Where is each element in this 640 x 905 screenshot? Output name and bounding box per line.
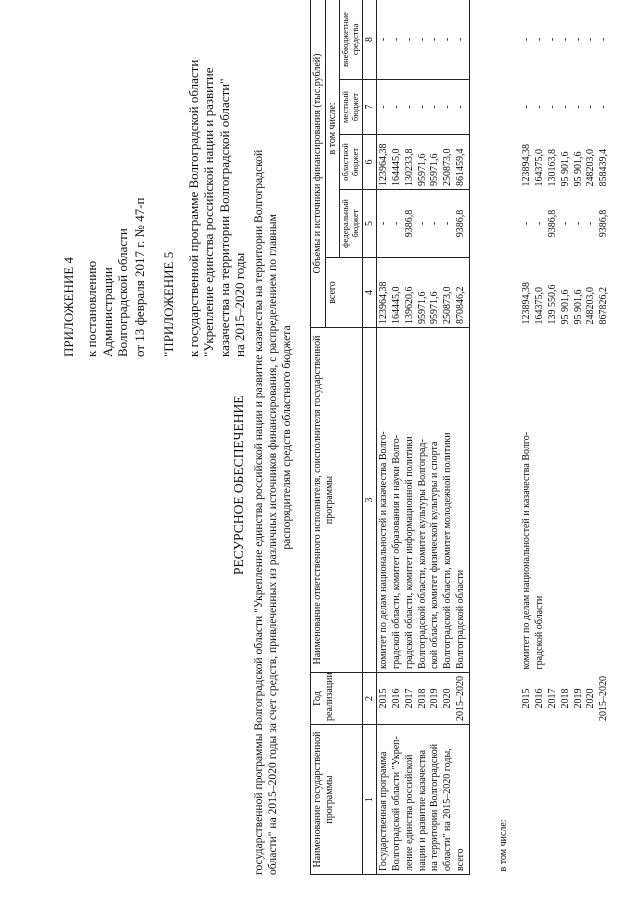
local-value: - [416, 105, 428, 109]
local-value: - [442, 105, 454, 109]
total-cell [520, 258, 612, 328]
total-value: 95971,6 [429, 291, 441, 324]
local-value: - [598, 105, 610, 109]
col-header-regional: областной бюджет [340, 135, 363, 190]
federal-value: 9386,8 [455, 209, 467, 238]
subtitle-line: области" на 2015–2020 годы за счет средств, привлеченных из различных источников финансирования, с распределением по главным [266, 214, 280, 875]
program-line: ление единства российской [403, 754, 415, 871]
extrabudget-value: - [546, 37, 558, 42]
annex5-label: "ПРИЛОЖЕНИЕ 5 [161, 251, 176, 357]
funding-table [310, 0, 612, 875]
local-value: - [546, 105, 558, 109]
extrabudget-value: - [534, 37, 546, 42]
year-value: 2015 [378, 688, 390, 709]
executor-line: градской области [534, 595, 546, 670]
year-value: 2019 [572, 688, 584, 709]
including-label: в том числе: [497, 819, 509, 872]
regional-value: 95971,6 [416, 153, 428, 186]
document-title: РЕСУРСНОЕ ОБЕСПЕЧЕНИЕ [231, 395, 246, 575]
year-value: 2019 [429, 688, 441, 709]
table-header-row [311, 0, 326, 875]
federal-value: - [534, 221, 546, 226]
federal-cell [520, 190, 612, 258]
extrabudget-value: - [416, 37, 428, 42]
program-line: всего [455, 848, 467, 871]
local-value: - [403, 105, 415, 109]
total-value: 123894,38 [521, 282, 533, 325]
decree-line: Волгоградской области [115, 228, 131, 357]
col-number: 6 [362, 135, 377, 190]
col-header-local: местный бюджет [340, 80, 363, 135]
col-number: 4 [362, 258, 377, 328]
regional-value: 250873,0 [442, 148, 454, 186]
executor-line: комитет по делам национальностей и казачества Волго- [378, 431, 390, 669]
local-value: - [429, 105, 441, 109]
year-value: 2016 [391, 688, 403, 709]
total-value: 164445,0 [391, 286, 403, 324]
federal-value: 9386,8 [546, 209, 558, 238]
col-number: 7 [362, 80, 377, 135]
annex5-line: казачества на территории Волгоградской области" [216, 78, 232, 357]
local-value: - [585, 105, 597, 109]
federal-value: - [416, 221, 428, 226]
table-row [510, 0, 520, 875]
extrabudget-value: - [521, 37, 533, 42]
total-value: 95 901,6 [572, 289, 584, 325]
regional-value: 123964,38 [378, 143, 390, 186]
executor-line: комитет по делам национальностей и казачества Волго- [521, 431, 533, 670]
regional-value: 858439,4 [598, 149, 610, 187]
total-value: 164375,0 [534, 287, 546, 325]
extrabudget-value: - [391, 37, 403, 42]
regional-value: 164445,0 [391, 148, 403, 186]
year-cell [377, 673, 470, 725]
year-value: 2015–2020 [598, 676, 610, 721]
federal-value: - [429, 221, 441, 226]
local-value: - [521, 105, 533, 109]
decree-reference [84, 228, 131, 357]
col-header-including: в том числе: [325, 0, 340, 258]
total-value: 248203,0 [585, 287, 597, 325]
annex4-label: ПРИЛОЖЕНИЕ 4 [61, 257, 76, 357]
subtitle-line: государственной программы Волгоградской области "Укрепление единства российской нации и развитие казачества на территории Волгоградской [252, 149, 265, 875]
extrabudget-value: - [429, 37, 441, 42]
table-row [469, 0, 498, 875]
federal-value: - [585, 221, 597, 226]
extrabudget-value: - [403, 37, 415, 42]
regional-cell [377, 135, 470, 190]
executor-line: ской области, комитет физической культуры и спорта [429, 441, 441, 669]
total-value: 95971,6 [416, 291, 428, 324]
local-cell [520, 80, 612, 135]
year-value: 2016 [534, 688, 546, 709]
executor-line: градской области, комитет образования и науки Волго- [391, 434, 403, 669]
extrabudget-value: - [585, 37, 597, 42]
local-value: - [378, 105, 390, 109]
col-number: 2 [362, 673, 377, 725]
program-line: Государственная программа [378, 751, 390, 871]
local-value: - [455, 105, 467, 109]
col-header-program: Наименование государственной программы [311, 725, 363, 875]
col-number: 8 [362, 0, 377, 80]
extrabudget-value: - [559, 37, 571, 42]
col-header-federal: федеральный бюджет [340, 190, 363, 258]
table-row [498, 0, 511, 875]
regional-value: 95971,6 [429, 153, 441, 186]
year-value: 2018 [416, 688, 428, 709]
extrabudget-value: - [378, 37, 390, 42]
executor-cell [520, 328, 612, 673]
col-header-total: всего [325, 258, 362, 328]
column-number-row [362, 0, 377, 875]
executor-line: Волгоградской области [455, 569, 467, 669]
total-value: 139620,6 [403, 286, 415, 324]
col-number: 5 [362, 190, 377, 258]
col-header-executor: Наименование ответственного исполнителя, соисполнителя государственной программы [311, 328, 363, 673]
federal-cell [377, 190, 470, 258]
program-line: на территории Волгоградской [429, 743, 441, 871]
federal-value: - [378, 221, 390, 226]
total-value: 867826,2 [598, 287, 610, 325]
annex5-line: "Укрепление единства российской нации и развитие [201, 67, 217, 357]
regional-value: 861459,4 [455, 148, 467, 186]
year-cell [520, 673, 612, 725]
federal-value: - [572, 221, 584, 226]
program-line: области" на 2015–2020 годы, [442, 748, 454, 871]
decree-date: от 13 февраля 2017 г. № 47-п [132, 197, 147, 357]
annex5-reference [186, 60, 247, 357]
program-name-cell [377, 725, 470, 875]
extrabudget-value: - [572, 37, 584, 42]
local-value: - [534, 105, 546, 109]
year-value: 2015 [521, 688, 533, 709]
total-cell [377, 258, 470, 328]
executor-cell [377, 328, 470, 673]
col-number: 1 [362, 725, 377, 875]
regional-value: 95 901,6 [572, 151, 584, 187]
federal-value: - [442, 221, 454, 226]
regional-value: 130163,8 [546, 149, 558, 187]
federal-value: 9386,8 [403, 209, 415, 238]
total-value: 870846,2 [455, 286, 467, 324]
col-header-year: Год реализации [311, 673, 363, 725]
col-header-extrabudget: внебюджетные средства [340, 0, 363, 80]
regional-value: 248203,0 [585, 149, 597, 187]
federal-value: - [521, 221, 533, 226]
local-value: - [559, 105, 571, 109]
executor-line: градской области, комитет информационной политики [403, 436, 415, 669]
regional-value: 164375,0 [534, 149, 546, 187]
extrabudget-value: - [598, 37, 610, 42]
year-value: 2020 [442, 688, 454, 709]
col-header-funding: Объемы и источники финансирования (тыс.рублей) [311, 0, 326, 328]
federal-value: - [559, 221, 571, 226]
local-value: - [572, 105, 584, 109]
year-value: 2017 [403, 688, 415, 709]
federal-value: - [391, 221, 403, 226]
local-cell [377, 80, 470, 135]
decree-line: Администрации [99, 267, 115, 357]
total-value: 139 550,6 [546, 284, 558, 325]
year-value: 2017 [546, 688, 558, 709]
regional-value: 95 901,6 [559, 151, 571, 187]
subtitle-line: распорядителям средств областного бюджета [280, 325, 294, 550]
program-line: Волгоградской области "Укреп- [391, 736, 403, 871]
col-number: 3 [362, 328, 377, 673]
extrabudget-value: - [455, 37, 467, 42]
program-line: нации и развитие казачества [416, 749, 428, 871]
extrabudget-value: - [442, 37, 454, 42]
extrabudget-cell [377, 0, 470, 80]
extrabudget-cell [520, 0, 612, 80]
year-value: 2020 [585, 688, 597, 709]
total-value: 250873,0 [442, 286, 454, 324]
year-value: 2018 [559, 688, 571, 709]
document-subtitle [252, 0, 294, 875]
executor-line: Волгоградской области, комитет культуры Волгоград- [416, 439, 428, 669]
regional-value: 130233,8 [403, 148, 415, 186]
decree-line: к постановлению [84, 260, 99, 357]
local-value: - [391, 105, 403, 109]
regional-value: 123894,38 [521, 144, 533, 187]
federal-value: 9386,8 [598, 209, 610, 238]
table-row [377, 0, 470, 875]
year-value: 2015–2020 [455, 676, 467, 721]
total-value: 123964,38 [378, 281, 390, 324]
total-value: 95 901,6 [559, 289, 571, 325]
annex5-line: на 2015–2020 годы [231, 252, 247, 357]
annex5-line: к государственной программе Волгоградской области [186, 59, 201, 357]
executor-line: Волгоградской области, комитет молодежной политики [442, 432, 454, 669]
table-row [520, 0, 612, 875]
regional-cell [520, 135, 612, 190]
